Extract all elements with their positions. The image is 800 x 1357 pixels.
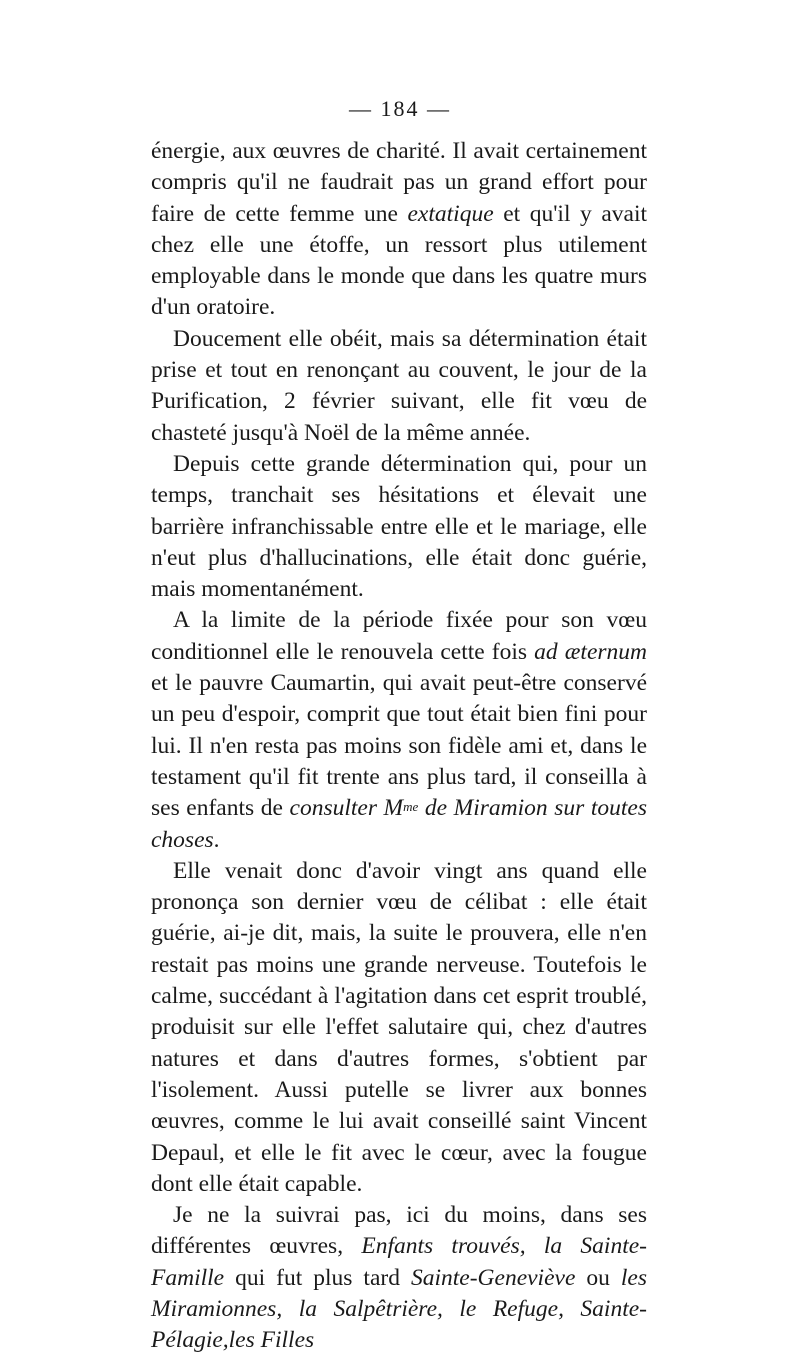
italic-text: Enfants trouvés, la Sainte-Famille: [151, 1233, 647, 1291]
italic-text: les Miramionnes, la Salpêtrière, le Refuge, Sainte-Pélagie,les Filles: [151, 1264, 648, 1354]
paragraph: [151, 1200, 647, 1356]
text-run: Je ne la suivrai pas, ici du moins, dans ses différentes œuvres,: [151, 1202, 647, 1260]
text-run: énergie, aux œuvres de charité. Il avait certainement compris qu'il ne faudrait pas un grand effort pour faire de cette femme une: [151, 138, 647, 227]
text-run: et qu'il y avait chez elle une étoffe, un ressort plus utilement employable dans le monde que dans les quatre murs d'un oratoire.: [151, 200, 648, 321]
text-run: Elle venait donc d'avoir vingt ans quand elle prononça son dernier vœu de célibat : elle était guérie, ai-je dit, mais, la suite le prouvera, elle n'en restait pas moins une grande nerveuse. Toutefois le calme, succédant à l'agitation dans cet esprit troublé, produisit sur elle l'effet salutaire qui, chez d'autres natures et dans d'autres formes, s'obtient par l'isolement. Aussi putelle se livrer aux bonnes œuvres, comme le lui avait conseillé saint Vincent Depaul, et elle le fit avec le cœur, avec la fougue dont elle était capable.: [151, 857, 647, 1197]
italic-text: de Miramion sur toutes choses: [151, 795, 647, 853]
italic-text: consulter M: [289, 795, 404, 822]
text-run: ou: [575, 1264, 621, 1291]
superscript: [403, 799, 418, 814]
italic-text: ad æternum: [534, 638, 647, 665]
italic-text: extatique: [407, 200, 494, 227]
text-run: Doucement elle obéit, mais sa détermination était prise et tout en renonçant au couvent, le jour de la Purification, 2 février suivant, elle fit vœu de chasteté jusqu'à Noël de la même année.: [151, 325, 647, 446]
text-run: .: [213, 826, 220, 853]
paragraph: [151, 856, 647, 1200]
page-number: — 184 —: [349, 96, 451, 121]
text-run: Depuis cette grande détermination qui, pour un temps, tranchait ses hésitations et élevait une barrière infranchissable entre elle et le mariage, elle n'eut plus d'hallucinations, elle était donc guérie, mais momentanément.: [151, 450, 647, 603]
superscript-text: me: [403, 799, 419, 815]
paragraph: [151, 324, 647, 449]
paragraph: [151, 136, 647, 324]
text-run: qui fut plus tard: [224, 1264, 411, 1291]
text-run: et le pauvre Caumartin, qui avait peut-être conservé un peu d'espoir, comprit que tout était bien fini pour lui. Il n'en resta pas moins son fidèle ami et, dans le testament qu'il fit trente ans plus tard, il conseilla à ses enfants de: [151, 670, 647, 822]
text-run: A la limite de la période fixée pour son vœu conditionnel elle le renouvela cette fois: [151, 607, 647, 665]
italic-text: Sainte-Geneviève: [410, 1264, 576, 1291]
paragraph: [151, 449, 647, 605]
body-text: [151, 136, 647, 1357]
paragraph: [151, 605, 647, 855]
